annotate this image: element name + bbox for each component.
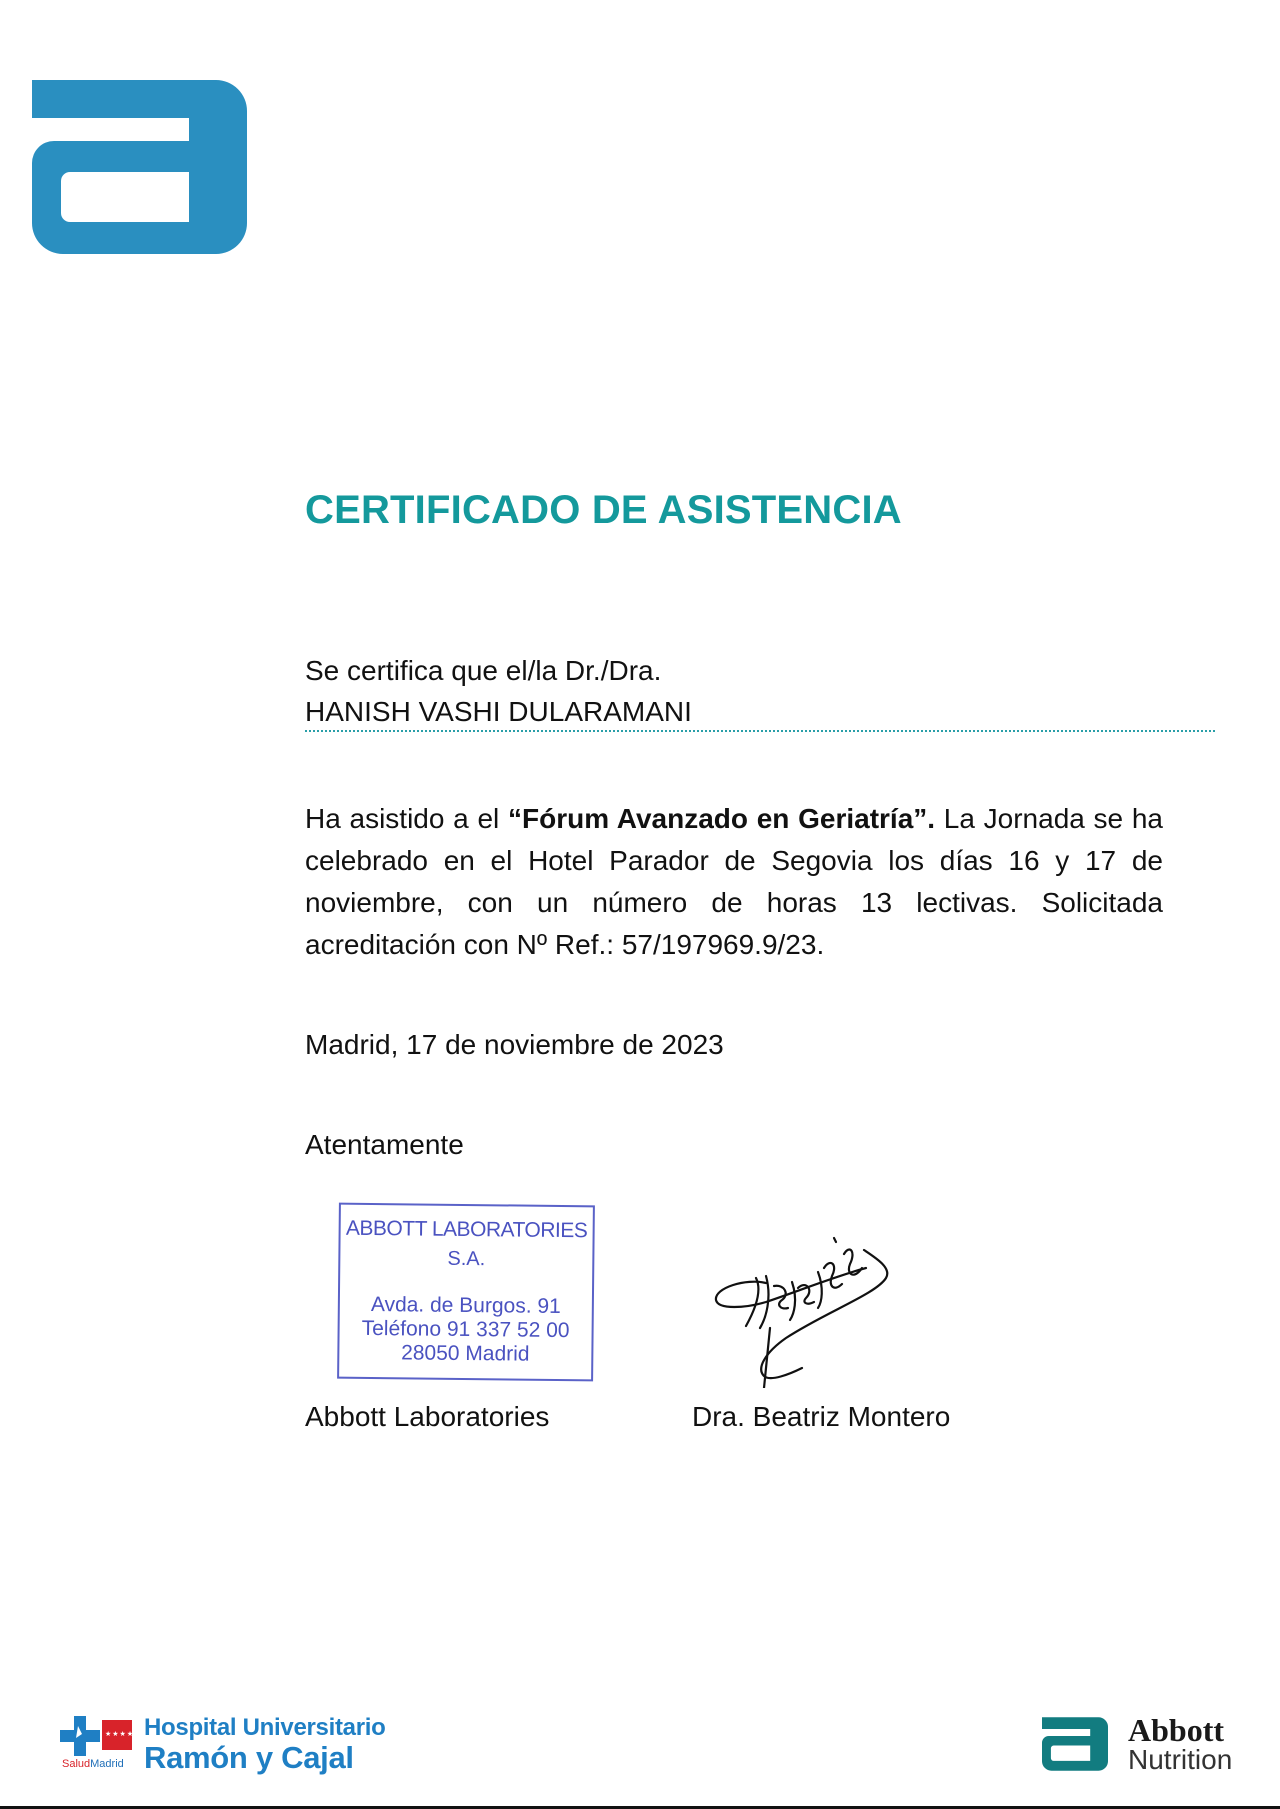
hospital-logo xyxy=(60,1712,400,1778)
paragraph-post: La Jornada se ha celebrado en el Hotel Parador de Segovia los días 16 y 17 de noviembre, con un número de horas 13 lectivas. Solicitada acreditación con Nº Ref.: 57/197969.9/23. xyxy=(305,803,1163,960)
stamp-line-4: Teléfono 91 337 52 00 xyxy=(361,1316,570,1343)
signatory-right: Dra. Beatriz Montero xyxy=(692,1401,951,1432)
paragraph-pre: Ha asistido a el xyxy=(305,803,508,834)
madrid-flag-icon: ★★★★ xyxy=(102,1720,132,1750)
handwritten-signature-icon xyxy=(706,1228,906,1388)
salud-cross-icon xyxy=(60,1716,100,1756)
nutrition-text: Nutrition xyxy=(1128,1744,1233,1775)
signatory-left: Abbott Laboratories xyxy=(305,1401,550,1432)
abbott-text: Abbott xyxy=(1128,1712,1225,1748)
stamp-line-5: 28050 Madrid xyxy=(401,1341,530,1366)
date-line: Madrid, 17 de noviembre de 2023 xyxy=(305,1029,724,1060)
hospital-line-1: Hospital Universitario xyxy=(144,1714,386,1741)
salud-madrid-label xyxy=(62,1758,124,1770)
certify-text: Se certifica que el/la Dr./Dra. xyxy=(305,655,662,686)
abbott-logo-icon xyxy=(32,80,247,254)
stamp-line-1: ABBOTT LABORATORIES xyxy=(345,1216,588,1243)
abbott-nutrition-a-icon xyxy=(1042,1714,1108,1774)
certificate-title: CERTIFICADO DE ASISTENCIA xyxy=(305,488,902,532)
salud-text: Salud xyxy=(62,1758,91,1770)
abbott-nutrition-logo xyxy=(1042,1714,1252,1780)
event-name: “Fórum Avanzado en Geriatría”. xyxy=(507,803,936,834)
closing-text: Atentamente xyxy=(305,1129,464,1160)
stamp-line-2: S.A. xyxy=(447,1247,486,1271)
attendee-name: HANISH VASHI DULARAMANI xyxy=(305,692,1215,732)
hospital-line-2: Ramón y Cajal xyxy=(144,1740,354,1775)
madrid-text: Madrid xyxy=(90,1758,124,1770)
attendance-paragraph xyxy=(305,798,1163,966)
company-stamp xyxy=(337,1203,595,1382)
stamp-line-3: Avda. de Burgos. 91 xyxy=(370,1293,561,1318)
